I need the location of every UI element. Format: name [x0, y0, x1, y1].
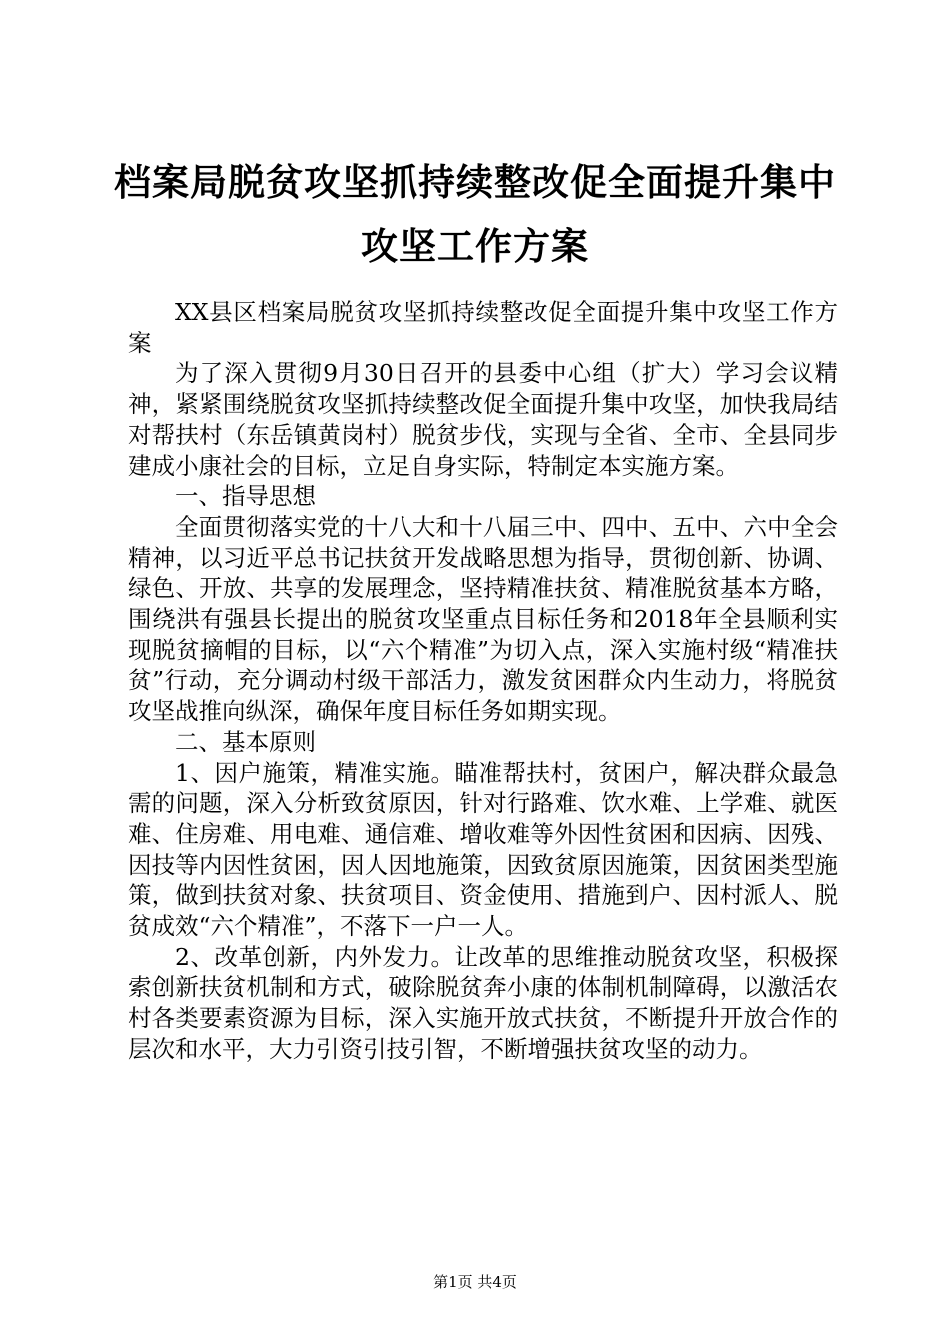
paragraph-principle-2: 2、改革创新，内外发力。让改革的思维推动脱贫攻坚，积极探索创新扶贫机制和方式，破除脱贫奔小康的体制机制障碍，以激活农村各类要素资源为目标，深入实施开放式扶贫，不断提升开放合作的层次和水平，大力引资引技引智，不断增强扶贫攻坚的动力。 [128, 942, 838, 1063]
paragraph-guiding-ideology: 全面贯彻落实党的十八大和十八届三中、四中、五中、六中全会精神，以习近平总书记扶贫开发战略思想为指导，贯彻创新、协调、绿色、开放、共享的发展理念，坚持精准扶贫、精准脱贫基本方略，围绕洪有强县长提出的脱贫攻坚重点目标任务和2018年全县顺利实现脱贫摘帽的目标，以“六个精准”为切入点，深入实施村级“精准扶贫”行动，充分调动村级干部活力，激发贫困群众内生动力，将脱贫攻坚战推向纵深，确保年度目标任务如期实现。 [128, 512, 838, 726]
paragraph-intro: 为了深入贯彻9月30日召开的县委中心组（扩大）学习会议精神，紧紧围绕脱贫攻坚抓持续整改促全面提升集中攻坚，加快我局结对帮扶村（东岳镇黄岗村）脱贫步伐，实现与全省、全市、全县同步建成小康社会的目标，立足自身实际，特制定本实施方案。 [128, 359, 838, 480]
section-heading-guiding-ideology: 一、指导思想 [175, 482, 316, 511]
paragraph-subtitle: XX县区档案局脱贫攻坚抓持续整改促全面提升集中攻坚工作方案 [128, 298, 838, 357]
document-title: 档案局脱贫攻坚抓持续整改促全面提升集中攻坚工作方案 [114, 160, 836, 268]
document-body [128, 297, 838, 1065]
section-heading-basic-principles: 二、基本原则 [175, 727, 316, 756]
paragraph-principle-1: 1、因户施策，精准实施。瞄准帮扶村，贫困户，解决群众最急需的问题，深入分析致贫原因，针对行路难、饮水难、上学难、就医难、住房难、用电难、通信难、增收难等外因性贫困和因病、因残、因技等内因性贫困，因人因地施策，因致贫原因施策，因贫困类型施策，做到扶贫对象、扶贫项目、资金使用、措施到户、因村派人、脱贫成效“六个精准”，不落下一户一人。 [128, 758, 838, 941]
page-footer: 第1页 共4页 [433, 1273, 517, 1291]
